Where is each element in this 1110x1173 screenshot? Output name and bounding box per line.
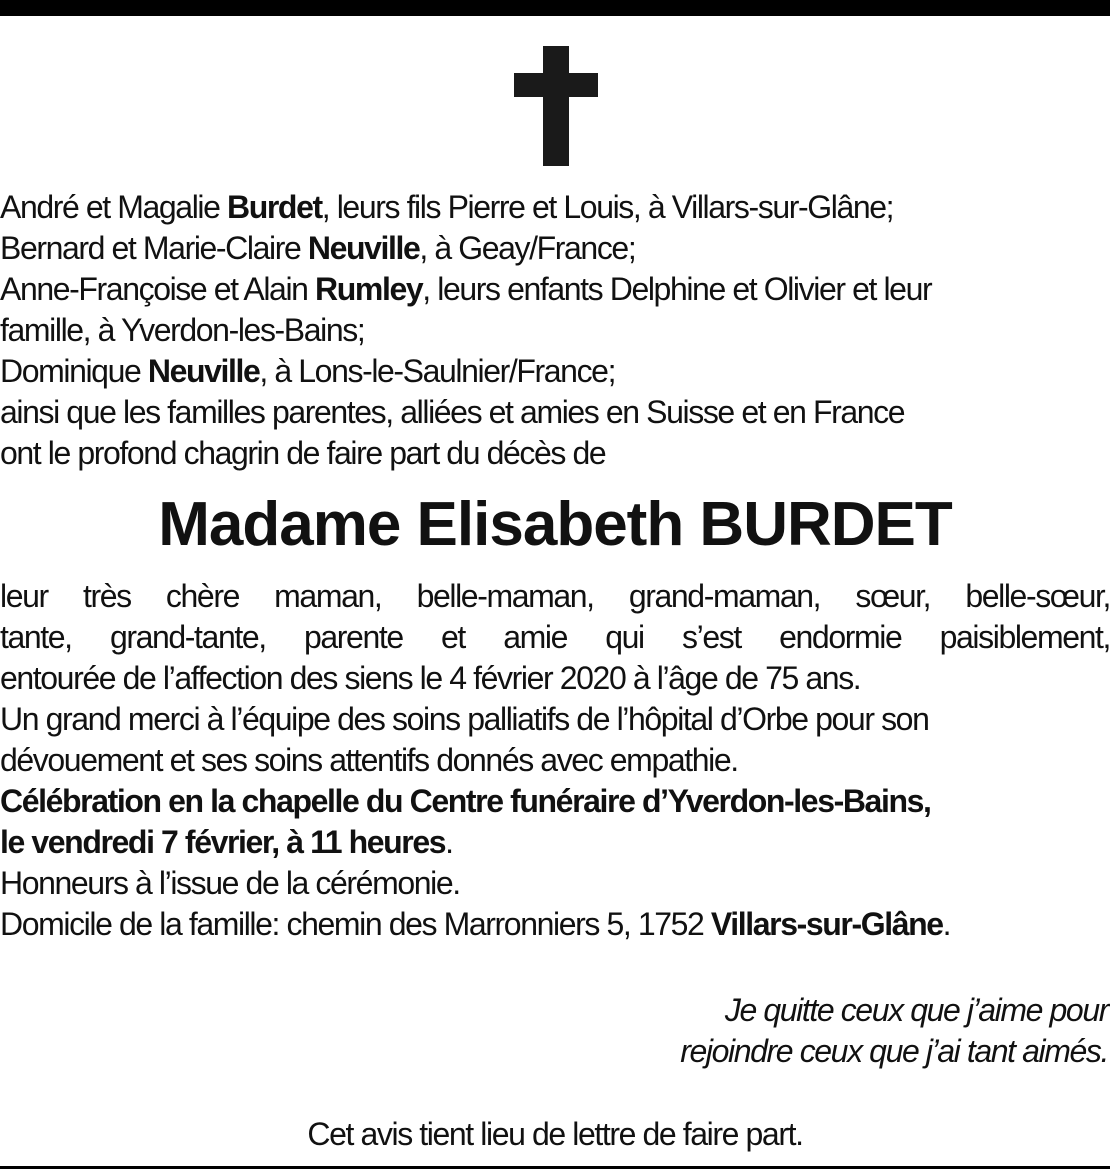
details-line-5: dévouement et ses soins attentifs donnés avec empathie. [0, 742, 738, 778]
top-border-rule [0, 0, 1110, 16]
address-town: Villars-sur-Glâne [710, 906, 943, 942]
family-line-7: ont le profond chagrin de faire part du décès de [0, 435, 606, 471]
family-address: Domicile de la famille: chemin des Marronniers 5, 1752 Villars-sur-Glâne. [0, 906, 951, 942]
details-line-3: entourée de l’affection des siens le 4 février 2020 à l’âge de 75 ans. [0, 660, 861, 696]
details-line-4: Un grand merci à l’équipe des soins palliatifs de l’hôpital d’Orbe pour son [0, 701, 929, 737]
ceremony-line-1: Célébration en la chapelle du Centre funéraire d’Yverdon-les-Bains, [0, 783, 931, 819]
deceased-name: Madame Elisabeth BURDET [158, 490, 952, 559]
bottom-border-rule [0, 1166, 1110, 1169]
memorial-quote [680, 990, 1108, 1072]
family-line-3: Anne-Françoise et Alain Rumley, leurs enfants Delphine et Olivier et leur [0, 271, 932, 307]
family-surname-neuville: Neuville [307, 230, 420, 266]
details-line-2: tante, grand-tante, parente et amie qui s’est endormie paisiblement, [0, 619, 1110, 655]
ceremony-line-2: le vendredi 7 février, à 11 heures. [0, 824, 453, 860]
family-surname-neuville-2: Neuville [147, 353, 260, 389]
details-line-1: leur très chère maman, belle-maman, grand-maman, sœur, belle-sœur, [0, 578, 1110, 614]
quote-line-1: Je quitte ceux que j’aime pour [724, 992, 1108, 1028]
family-line-1: André et Magalie Burdet, leurs fils Pierre et Louis, à Villars-sur-Glâne; [0, 189, 894, 225]
family-surname-burdet: Burdet [227, 189, 322, 225]
family-line-6: ainsi que les familles parentes, alliées et amies en Suisse et en France [0, 394, 905, 430]
announcement-details [0, 576, 1110, 945]
cross-vertical-bar [543, 46, 569, 166]
cross-horizontal-bar [514, 73, 598, 97]
family-line-4: famille, à Yverdon-les-Bains; [0, 312, 365, 348]
family-line-5: Dominique Neuville, à Lons-le-Saulnier/France; [0, 353, 616, 389]
details-line-8: Honneurs à l’issue de la cérémonie. [0, 865, 460, 901]
cross-icon [514, 46, 598, 166]
family-surname-rumley: Rumley [315, 271, 423, 307]
footer-notice: Cet avis tient lieu de lettre de faire part. [307, 1116, 803, 1152]
family-line-2: Bernard et Marie-Claire Neuville, à Geay/France; [0, 230, 636, 266]
family-announcement [0, 187, 1110, 474]
quote-line-2: rejoindre ceux que j’ai tant aimés. [680, 1033, 1108, 1069]
